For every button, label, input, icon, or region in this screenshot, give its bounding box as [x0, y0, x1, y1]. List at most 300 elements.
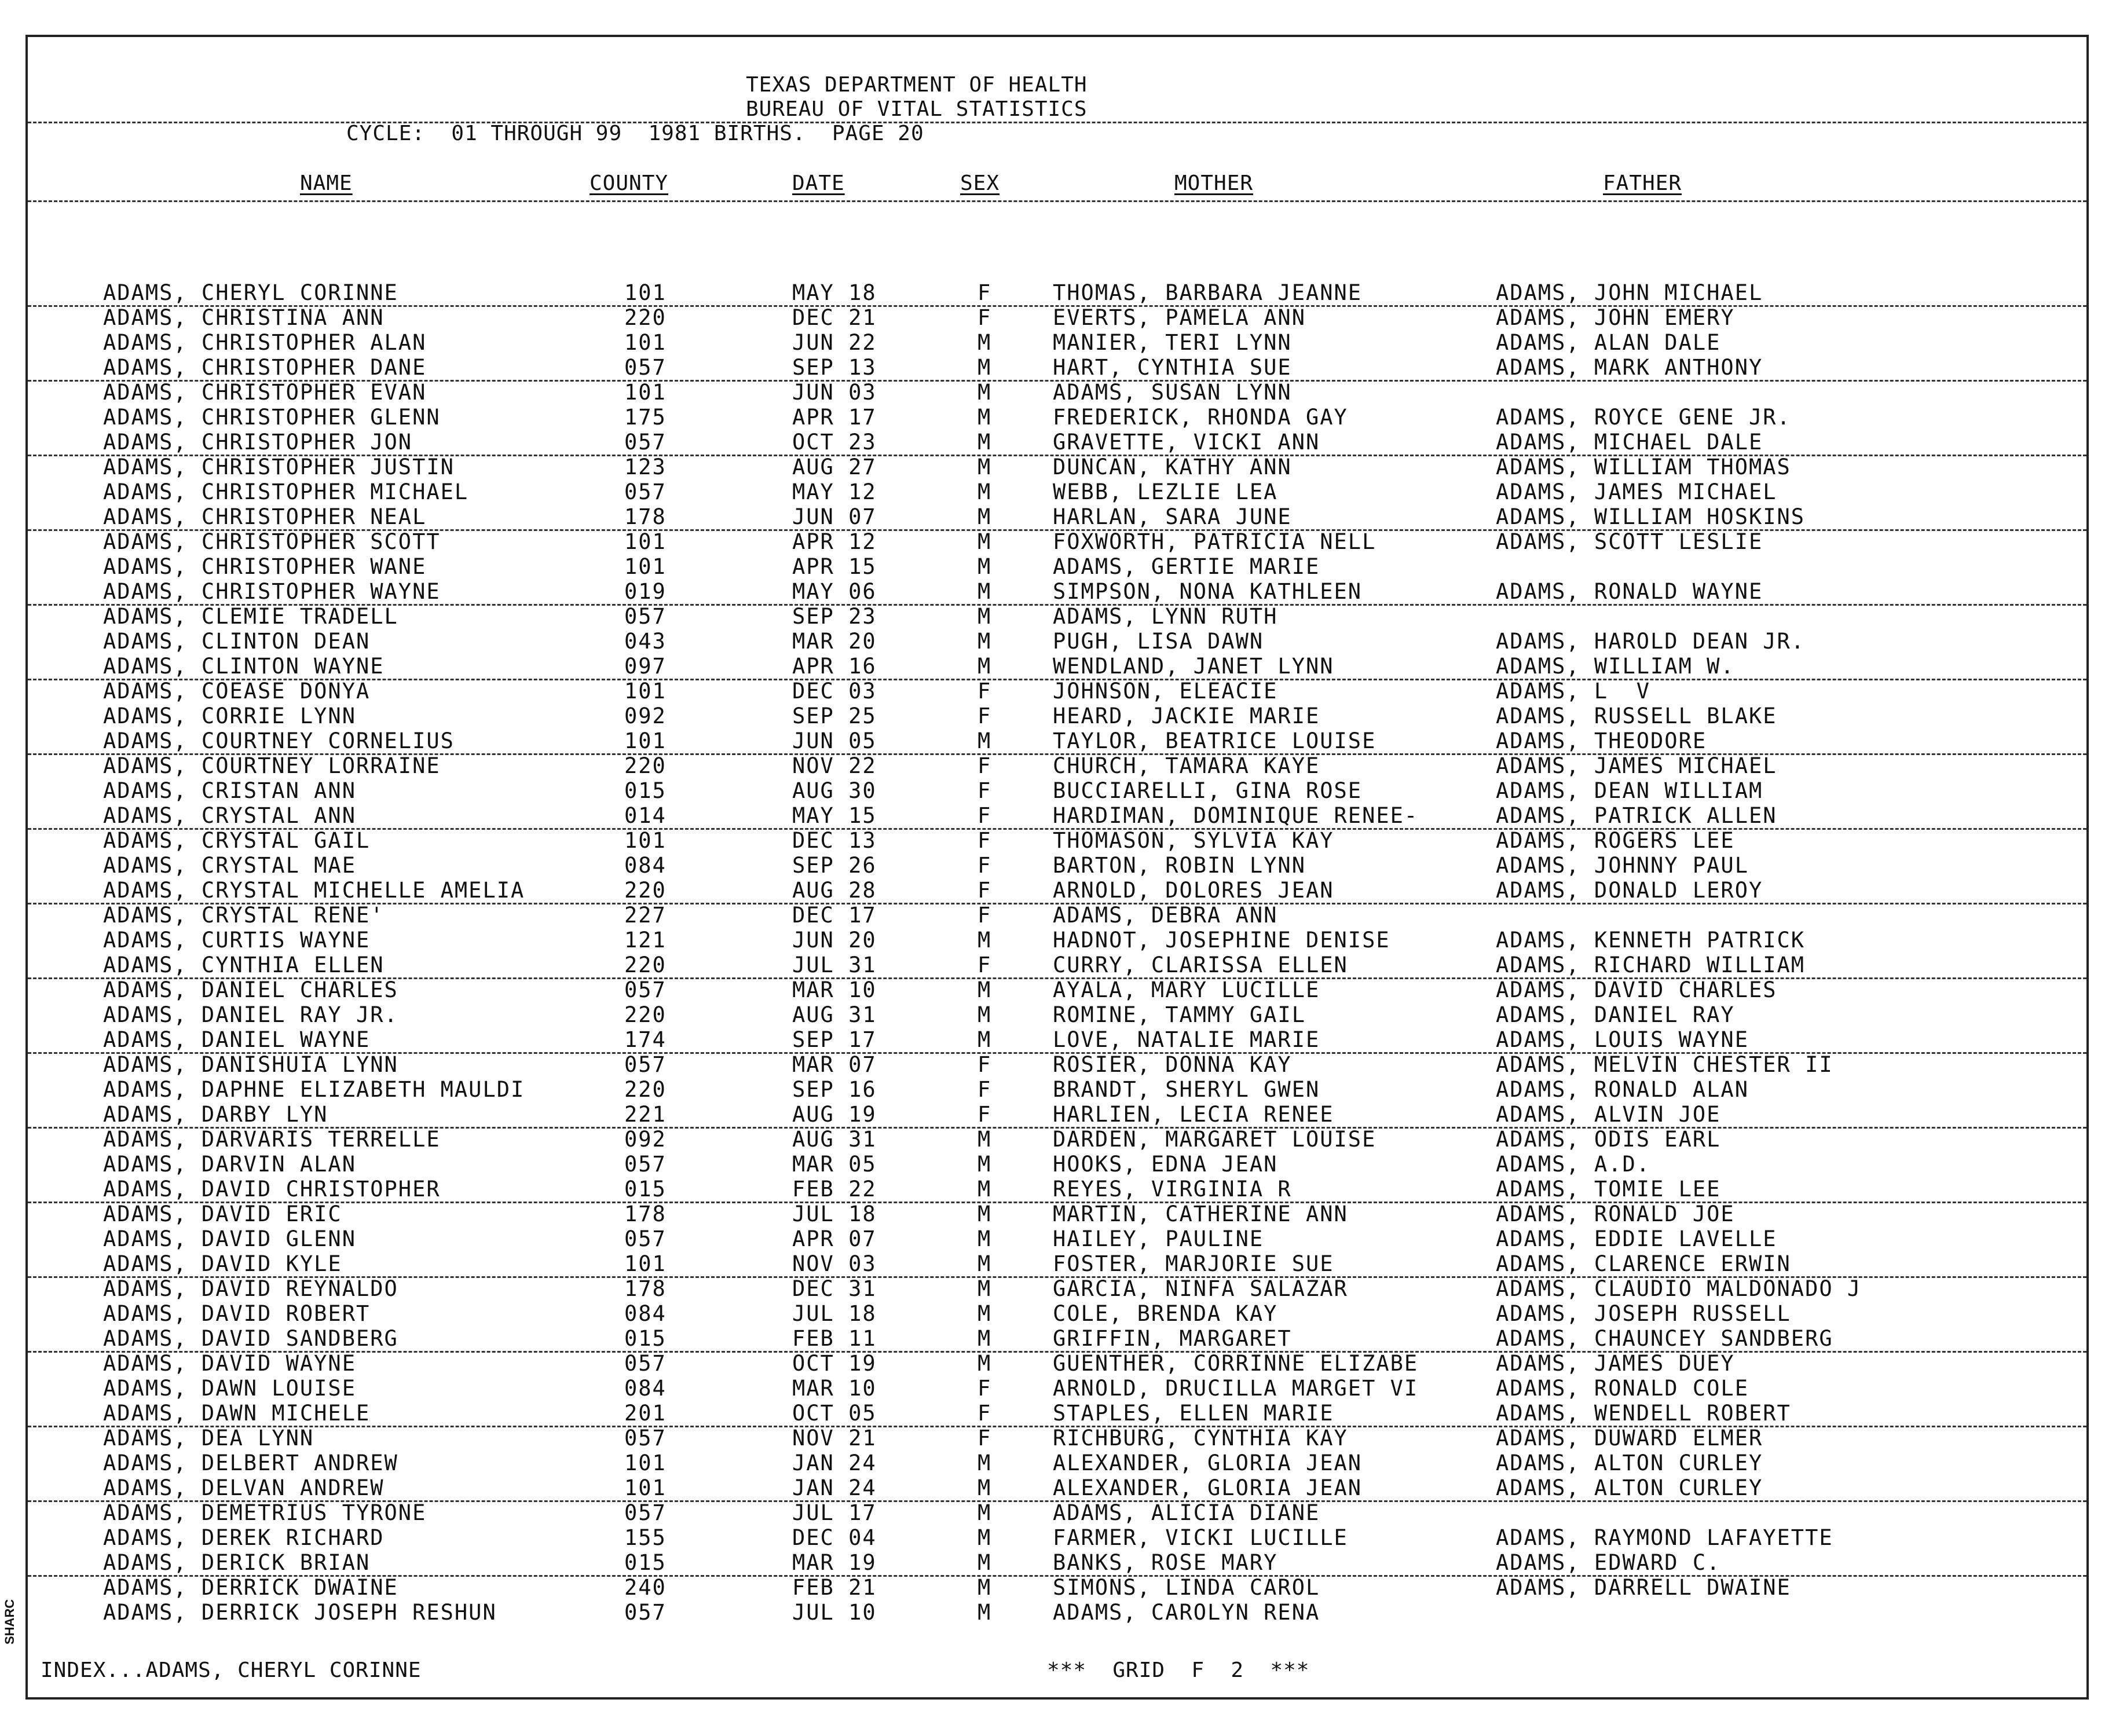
table-row	[28, 1226, 2086, 1251]
cell-sex: F	[978, 878, 992, 903]
cell-father: ADAMS, RICHARD WILLIAM	[1496, 953, 1806, 977]
cell-father: ADAMS, JOHN EMERY	[1496, 305, 1735, 330]
cell-sex: F	[978, 704, 992, 728]
cell-mother: PUGH, LISA DAWN	[1053, 629, 1264, 654]
column-header-county: COUNTY	[590, 171, 669, 195]
cell-sex: M	[978, 1127, 992, 1152]
cell-county: 101	[624, 330, 667, 355]
cell-county: 057	[624, 479, 667, 504]
document-frame	[25, 35, 2089, 1700]
cell-father: ADAMS, DEAN WILLIAM	[1496, 778, 1763, 803]
cell-name: ADAMS, DERRICK JOSEPH RESHUN	[103, 1600, 497, 1625]
table-row	[28, 1276, 2086, 1301]
cell-date: MAR 19	[792, 1550, 877, 1575]
table-row	[28, 305, 2086, 330]
cell-mother: ADAMS, CAROLYN RENA	[1053, 1600, 1320, 1625]
cell-mother: GRIFFIN, MARGARET	[1053, 1326, 1292, 1351]
cell-father: ADAMS, WILLIAM THOMAS	[1496, 455, 1791, 479]
table-row	[28, 1575, 2086, 1600]
cell-name: ADAMS, DERRICK DWAINE	[103, 1575, 398, 1600]
cell-name: ADAMS, CLEMIE TRADELL	[103, 604, 398, 629]
cell-mother: GUENTHER, CORRINNE ELIZABE	[1053, 1351, 1419, 1376]
cell-county: 057	[624, 1152, 667, 1177]
cell-date: JUL 10	[792, 1600, 877, 1625]
cell-sex: M	[978, 455, 992, 479]
cell-father: ADAMS, SCOTT LESLIE	[1496, 529, 1763, 554]
cell-county: 084	[624, 1376, 667, 1401]
table-row	[28, 903, 2086, 928]
cell-county: 015	[624, 1177, 667, 1202]
cell-name: ADAMS, DAVID ERIC	[103, 1202, 342, 1226]
cell-sex: F	[978, 1052, 992, 1077]
cell-date: MAY 06	[792, 579, 877, 604]
cell-county: 057	[624, 1351, 667, 1376]
table-row	[28, 1351, 2086, 1376]
cell-sex: M	[978, 1251, 992, 1276]
cell-date: JUL 18	[792, 1202, 877, 1226]
cell-mother: FOXWORTH, PATRICIA NELL	[1053, 529, 1377, 554]
cell-father: ADAMS, EDDIE LAVELLE	[1496, 1226, 1777, 1251]
cell-mother: MARTIN, CATHERINE ANN	[1053, 1202, 1348, 1226]
cell-county: 057	[624, 1052, 667, 1077]
cell-county: 155	[624, 1525, 667, 1550]
cell-mother: HARDIMAN, DOMINIQUE RENEE-	[1053, 803, 1419, 828]
cell-county: 178	[624, 504, 667, 529]
cell-father: ADAMS, JOSEPH RUSSELL	[1496, 1301, 1791, 1326]
table-row	[28, 803, 2086, 830]
cell-sex: F	[978, 1077, 992, 1102]
table-row	[28, 1326, 2086, 1353]
cell-sex: M	[978, 1550, 992, 1575]
cell-mother: HADNOT, JOSEPHINE DENISE	[1053, 928, 1390, 953]
table-row	[28, 1475, 2086, 1502]
cell-sex: M	[978, 1027, 992, 1052]
cell-sex: F	[978, 778, 992, 803]
cell-date: MAR 05	[792, 1152, 877, 1177]
cell-father: ADAMS, DONALD LEROY	[1496, 878, 1763, 903]
cell-county: 014	[624, 803, 667, 828]
cell-sex: M	[978, 1276, 992, 1301]
cell-sex: F	[978, 828, 992, 853]
cell-sex: M	[978, 1177, 992, 1202]
cell-county: 178	[624, 1276, 667, 1301]
cell-name: ADAMS, CRYSTAL MAE	[103, 853, 356, 878]
cell-name: ADAMS, CHRISTOPHER WAYNE	[103, 579, 441, 604]
cell-date: JUN 03	[792, 380, 877, 405]
table-row	[28, 1202, 2086, 1226]
cell-father: ADAMS, L V	[1496, 679, 1651, 704]
cell-father: ADAMS, RAYMOND LAFAYETTE	[1496, 1525, 1833, 1550]
cell-date: JUL 31	[792, 953, 877, 977]
cell-name: ADAMS, DANIEL CHARLES	[103, 977, 398, 1002]
cell-father: ADAMS, RONALD WAYNE	[1496, 579, 1763, 604]
cell-date: NOV 21	[792, 1426, 877, 1451]
cell-county: 220	[624, 305, 667, 330]
cell-father: ADAMS, JOHNNY PAUL	[1496, 853, 1749, 878]
cell-date: JAN 24	[792, 1451, 877, 1475]
cell-mother: ADAMS, GERTIE MARIE	[1053, 554, 1320, 579]
cell-date: DEC 03	[792, 679, 877, 704]
cell-father: ADAMS, ALAN DALE	[1496, 330, 1721, 355]
cell-sex: F	[978, 280, 992, 305]
cell-date: MAY 15	[792, 803, 877, 828]
cell-name: ADAMS, DAVID REYNALDO	[103, 1276, 398, 1301]
cell-name: ADAMS, CHRISTOPHER JON	[103, 430, 413, 455]
cell-date: SEP 26	[792, 853, 877, 878]
cell-name: ADAMS, CHRISTOPHER MICHAEL	[103, 479, 469, 504]
table-row	[28, 330, 2086, 355]
cell-mother: BRANDT, SHERYL GWEN	[1053, 1077, 1320, 1102]
table-row	[28, 753, 2086, 778]
cell-sex: M	[978, 928, 992, 953]
cell-county: 101	[624, 1251, 667, 1276]
header-department: TEXAS DEPARTMENT OF HEALTH	[746, 73, 1088, 97]
cell-county: 101	[624, 1475, 667, 1500]
cell-county: 101	[624, 529, 667, 554]
cell-name: ADAMS, DANISHUIA LYNN	[103, 1052, 398, 1077]
table-row	[28, 380, 2086, 405]
cell-name: ADAMS, DELVAN ANDREW	[103, 1475, 385, 1500]
cell-name: ADAMS, DANIEL WAYNE	[103, 1027, 371, 1052]
table-row	[28, 455, 2086, 479]
cell-date: AUG 31	[792, 1127, 877, 1152]
cell-name: ADAMS, CHRISTOPHER NEAL	[103, 504, 427, 529]
cell-name: ADAMS, CURTIS WAYNE	[103, 928, 371, 953]
cell-sex: M	[978, 1202, 992, 1226]
cell-mother: HEARD, JACKIE MARIE	[1053, 704, 1320, 728]
cell-name: ADAMS, DEMETRIUS TYRONE	[103, 1500, 427, 1525]
cell-mother: CURRY, CLARISSA ELLEN	[1053, 953, 1348, 977]
cell-name: ADAMS, DERICK BRIAN	[103, 1550, 371, 1575]
table-row	[28, 1500, 2086, 1525]
table-row	[28, 355, 2086, 382]
cell-date: DEC 21	[792, 305, 877, 330]
cell-mother: ROMINE, TAMMY GAIL	[1053, 1002, 1306, 1027]
cell-county: 201	[624, 1401, 667, 1426]
cell-mother: ADAMS, ALICIA DIANE	[1053, 1500, 1320, 1525]
cell-date: DEC 31	[792, 1276, 877, 1301]
cell-sex: F	[978, 305, 992, 330]
cell-mother: DUNCAN, KATHY ANN	[1053, 455, 1292, 479]
cell-father: ADAMS, ODIS EARL	[1496, 1127, 1721, 1152]
cell-date: DEC 04	[792, 1525, 877, 1550]
cell-sex: F	[978, 1426, 992, 1451]
cell-county: 220	[624, 878, 667, 903]
cell-date: OCT 23	[792, 430, 877, 455]
table-row	[28, 704, 2086, 728]
cell-mother: WENDLAND, JANET LYNN	[1053, 654, 1334, 679]
cell-mother: GARCIA, NINFA SALAZAR	[1053, 1276, 1348, 1301]
cell-county: 175	[624, 405, 667, 430]
cell-father: ADAMS, DAVID CHARLES	[1496, 977, 1777, 1002]
cell-county: 057	[624, 430, 667, 455]
cell-date: APR 17	[792, 405, 877, 430]
table-row	[28, 1301, 2086, 1326]
cell-sex: M	[978, 977, 992, 1002]
column-header-father: FATHER	[1603, 171, 1682, 195]
cell-county: 084	[624, 853, 667, 878]
column-header-mother: MOTHER	[1174, 171, 1254, 195]
cell-mother: ROSIER, DONNA KAY	[1053, 1052, 1292, 1077]
table-row	[28, 1401, 2086, 1427]
cell-name: ADAMS, COURTNEY LORRAINE	[103, 753, 441, 778]
cell-mother: TAYLOR, BEATRICE LOUISE	[1053, 728, 1377, 753]
cell-sex: F	[978, 679, 992, 704]
cell-date: SEP 25	[792, 704, 877, 728]
cell-name: ADAMS, CHRISTOPHER WANE	[103, 554, 427, 579]
cell-name: ADAMS, DARBY LYN	[103, 1102, 328, 1127]
cell-county: 220	[624, 1002, 667, 1027]
cell-sex: M	[978, 1451, 992, 1475]
cell-father: ADAMS, WILLIAM W.	[1496, 654, 1735, 679]
cell-date: FEB 11	[792, 1326, 877, 1351]
cell-father: ADAMS, WILLIAM HOSKINS	[1496, 504, 1806, 529]
cell-name: ADAMS, CRISTAN ANN	[103, 778, 356, 803]
cell-date: MAR 20	[792, 629, 877, 654]
cell-name: ADAMS, CLINTON WAYNE	[103, 654, 385, 679]
cell-father: ADAMS, CLAUDIO MALDONADO J	[1496, 1276, 1862, 1301]
footer-index: INDEX...ADAMS, CHERYL CORINNE	[41, 1658, 422, 1682]
cell-mother: HARLAN, SARA JUNE	[1053, 504, 1292, 529]
cell-sex: M	[978, 629, 992, 654]
cell-mother: ADAMS, DEBRA ANN	[1053, 903, 1278, 928]
cell-date: FEB 21	[792, 1575, 877, 1600]
cell-county: 221	[624, 1102, 667, 1127]
table-row	[28, 1550, 2086, 1577]
cell-county: 101	[624, 828, 667, 853]
cell-name: ADAMS, DAPHNE ELIZABETH MAULDI	[103, 1077, 525, 1102]
cell-mother: SIMPSON, NONA KATHLEEN	[1053, 579, 1363, 604]
cell-mother: RICHBURG, CYNTHIA KAY	[1053, 1426, 1348, 1451]
cell-name: ADAMS, DANIEL RAY JR.	[103, 1002, 398, 1027]
cycle-line: CYCLE: 01 THROUGH 99 1981 BIRTHS. PAGE 20	[346, 122, 924, 145]
cell-name: ADAMS, COEASE DONYA	[103, 679, 371, 704]
cell-father: ADAMS, CHAUNCEY SANDBERG	[1496, 1326, 1833, 1351]
table-row	[28, 977, 2086, 1002]
cell-sex: F	[978, 853, 992, 878]
cell-sex: F	[978, 1376, 992, 1401]
cell-name: ADAMS, DAVID GLENN	[103, 1226, 356, 1251]
cell-date: JUL 17	[792, 1500, 877, 1525]
cell-date: FEB 22	[792, 1177, 877, 1202]
cell-name: ADAMS, CYNTHIA ELLEN	[103, 953, 385, 977]
cell-father: ADAMS, DARRELL DWAINE	[1496, 1575, 1791, 1600]
cell-father: ADAMS, WENDELL ROBERT	[1496, 1401, 1791, 1426]
cell-sex: M	[978, 1226, 992, 1251]
cell-date: MAR 10	[792, 1376, 877, 1401]
cell-county: 092	[624, 1127, 667, 1152]
cell-date: JAN 24	[792, 1475, 877, 1500]
cell-sex: M	[978, 529, 992, 554]
cell-sex: M	[978, 1301, 992, 1326]
cell-father: ADAMS, PATRICK ALLEN	[1496, 803, 1777, 828]
cell-sex: M	[978, 1500, 992, 1525]
table-row	[28, 1052, 2086, 1077]
table-row	[28, 728, 2086, 755]
cell-date: MAR 07	[792, 1052, 877, 1077]
cell-father: ADAMS, ALTON CURLEY	[1496, 1475, 1763, 1500]
cell-father: ADAMS, JOHN MICHAEL	[1496, 280, 1763, 305]
cell-county: 057	[624, 1600, 667, 1625]
cell-name: ADAMS, DAVID ROBERT	[103, 1301, 371, 1326]
cell-mother: HARLIEN, LECIA RENEE	[1053, 1102, 1334, 1127]
table-row	[28, 1525, 2086, 1550]
cell-sex: M	[978, 604, 992, 629]
cell-sex: F	[978, 953, 992, 977]
cell-name: ADAMS, DARVARIS TERRELLE	[103, 1127, 441, 1152]
cell-county: 123	[624, 455, 667, 479]
cell-mother: ALEXANDER, GLORIA JEAN	[1053, 1451, 1363, 1475]
cell-mother: EVERTS, PAMELA ANN	[1053, 305, 1306, 330]
cell-mother: CHURCH, TAMARA KAYE	[1053, 753, 1320, 778]
cell-mother: HART, CYNTHIA SUE	[1053, 355, 1292, 380]
cell-mother: BARTON, ROBIN LYNN	[1053, 853, 1306, 878]
cell-date: SEP 13	[792, 355, 877, 380]
cell-father: ADAMS, MARK ANTHONY	[1496, 355, 1763, 380]
table-row	[28, 1451, 2086, 1475]
cell-date: AUG 30	[792, 778, 877, 803]
cell-mother: BANKS, ROSE MARY	[1053, 1550, 1278, 1575]
cell-father: ADAMS, ROGERS LEE	[1496, 828, 1735, 853]
cell-father: ADAMS, JAMES DUEY	[1496, 1351, 1735, 1376]
cell-sex: F	[978, 1401, 992, 1426]
cell-county: 057	[624, 604, 667, 629]
cell-mother: FARMER, VICKI LUCILLE	[1053, 1525, 1348, 1550]
cell-county: 097	[624, 654, 667, 679]
cell-father: ADAMS, THEODORE	[1496, 728, 1707, 753]
cell-county: 220	[624, 753, 667, 778]
table-row	[28, 953, 2086, 979]
cell-mother: DARDEN, MARGARET LOUISE	[1053, 1127, 1377, 1152]
cell-name: ADAMS, CORRIE LYNN	[103, 704, 356, 728]
cell-date: OCT 19	[792, 1351, 877, 1376]
table-row	[28, 405, 2086, 430]
cell-name: ADAMS, DAVID KYLE	[103, 1251, 342, 1276]
cell-mother: BUCCIARELLI, GINA ROSE	[1053, 778, 1363, 803]
side-stamp-label: SHARC	[2, 1599, 17, 1645]
cell-father: ADAMS, DANIEL RAY	[1496, 1002, 1735, 1027]
cell-county: 015	[624, 1550, 667, 1575]
cell-date: JUN 05	[792, 728, 877, 753]
table-row	[28, 654, 2086, 680]
cell-father: ADAMS, RUSSELL BLAKE	[1496, 704, 1777, 728]
cell-mother: WEBB, LEZLIE LEA	[1053, 479, 1278, 504]
cell-county: 101	[624, 679, 667, 704]
cell-name: ADAMS, DAVID WAYNE	[103, 1351, 356, 1376]
cell-date: DEC 17	[792, 903, 877, 928]
table-row	[28, 1102, 2086, 1129]
cell-father: ADAMS, JAMES MICHAEL	[1496, 479, 1777, 504]
table-row	[28, 280, 2086, 307]
cell-date: SEP 23	[792, 604, 877, 629]
cell-date: APR 12	[792, 529, 877, 554]
column-header-divider	[28, 200, 2086, 202]
cell-county: 220	[624, 1077, 667, 1102]
cell-mother: JOHNSON, ELEACIE	[1053, 679, 1278, 704]
cell-date: MAY 18	[792, 280, 877, 305]
cell-sex: M	[978, 1600, 992, 1625]
cell-mother: SIMONS, LINDA CAROL	[1053, 1575, 1320, 1600]
cell-date: AUG 19	[792, 1102, 877, 1127]
cell-county: 057	[624, 977, 667, 1002]
cell-father: ADAMS, CLARENCE ERWIN	[1496, 1251, 1791, 1276]
cell-date: MAR 10	[792, 977, 877, 1002]
cell-sex: M	[978, 1525, 992, 1550]
cell-name: ADAMS, DEA LYNN	[103, 1426, 314, 1451]
cell-father: ADAMS, DUWARD ELMER	[1496, 1426, 1763, 1451]
cell-date: MAY 12	[792, 479, 877, 504]
cell-mother: ARNOLD, DOLORES JEAN	[1053, 878, 1334, 903]
cell-date: JUN 07	[792, 504, 877, 529]
cell-mother: ALEXANDER, GLORIA JEAN	[1053, 1475, 1363, 1500]
cell-county: 227	[624, 903, 667, 928]
cell-name: ADAMS, CHRISTOPHER GLENN	[103, 405, 441, 430]
cell-name: ADAMS, CHRISTOPHER DANE	[103, 355, 427, 380]
cell-county: 178	[624, 1202, 667, 1226]
cell-name: ADAMS, DELBERT ANDREW	[103, 1451, 398, 1475]
cell-father: ADAMS, KENNETH PATRICK	[1496, 928, 1806, 953]
cell-date: DEC 13	[792, 828, 877, 853]
cell-county: 121	[624, 928, 667, 953]
cell-name: ADAMS, DARVIN ALAN	[103, 1152, 356, 1177]
cell-sex: M	[978, 1351, 992, 1376]
cell-county: 019	[624, 579, 667, 604]
cell-name: ADAMS, DAWN MICHELE	[103, 1401, 371, 1426]
cell-mother: THOMAS, BARBARA JEANNE	[1053, 280, 1363, 305]
cell-county: 240	[624, 1575, 667, 1600]
table-row	[28, 1600, 2086, 1625]
cell-father: ADAMS, ALVIN JOE	[1496, 1102, 1721, 1127]
cell-father: ADAMS, RONALD JOE	[1496, 1202, 1735, 1226]
cell-sex: F	[978, 753, 992, 778]
cell-county: 057	[624, 1500, 667, 1525]
cell-mother: MANIER, TERI LYNN	[1053, 330, 1292, 355]
cell-father: ADAMS, MICHAEL DALE	[1496, 430, 1763, 455]
cell-name: ADAMS, CHRISTINA ANN	[103, 305, 385, 330]
cell-mother: FOSTER, MARJORIE SUE	[1053, 1251, 1334, 1276]
table-row	[28, 479, 2086, 504]
column-header-date: DATE	[792, 171, 845, 195]
cell-date: AUG 28	[792, 878, 877, 903]
cell-sex: M	[978, 1002, 992, 1027]
cell-date: SEP 16	[792, 1077, 877, 1102]
cell-name: ADAMS, COURTNEY CORNELIUS	[103, 728, 455, 753]
cell-sex: F	[978, 803, 992, 828]
cell-name: ADAMS, CRYSTAL MICHELLE AMELIA	[103, 878, 525, 903]
cell-date: SEP 17	[792, 1027, 877, 1052]
table-row	[28, 1376, 2086, 1401]
cell-county: 057	[624, 1226, 667, 1251]
cell-name: ADAMS, CHERYL CORINNE	[103, 280, 398, 305]
table-row	[28, 1027, 2086, 1054]
table-row	[28, 1152, 2086, 1177]
cell-name: ADAMS, CRYSTAL GAIL	[103, 828, 371, 853]
cell-name: ADAMS, CHRISTOPHER EVAN	[103, 380, 427, 405]
cell-county: 057	[624, 355, 667, 380]
cell-county: 174	[624, 1027, 667, 1052]
cell-name: ADAMS, CRYSTAL ANN	[103, 803, 356, 828]
cell-mother: COLE, BRENDA KAY	[1053, 1301, 1278, 1326]
cell-name: ADAMS, CHRISTOPHER JUSTIN	[103, 455, 455, 479]
cell-sex: M	[978, 1152, 992, 1177]
table-row	[28, 430, 2086, 456]
cell-date: JUL 18	[792, 1301, 877, 1326]
cell-county: 057	[624, 1426, 667, 1451]
cell-father: ADAMS, TOMIE LEE	[1496, 1177, 1721, 1202]
cell-date: APR 07	[792, 1226, 877, 1251]
table-row	[28, 1426, 2086, 1451]
cell-sex: M	[978, 355, 992, 380]
